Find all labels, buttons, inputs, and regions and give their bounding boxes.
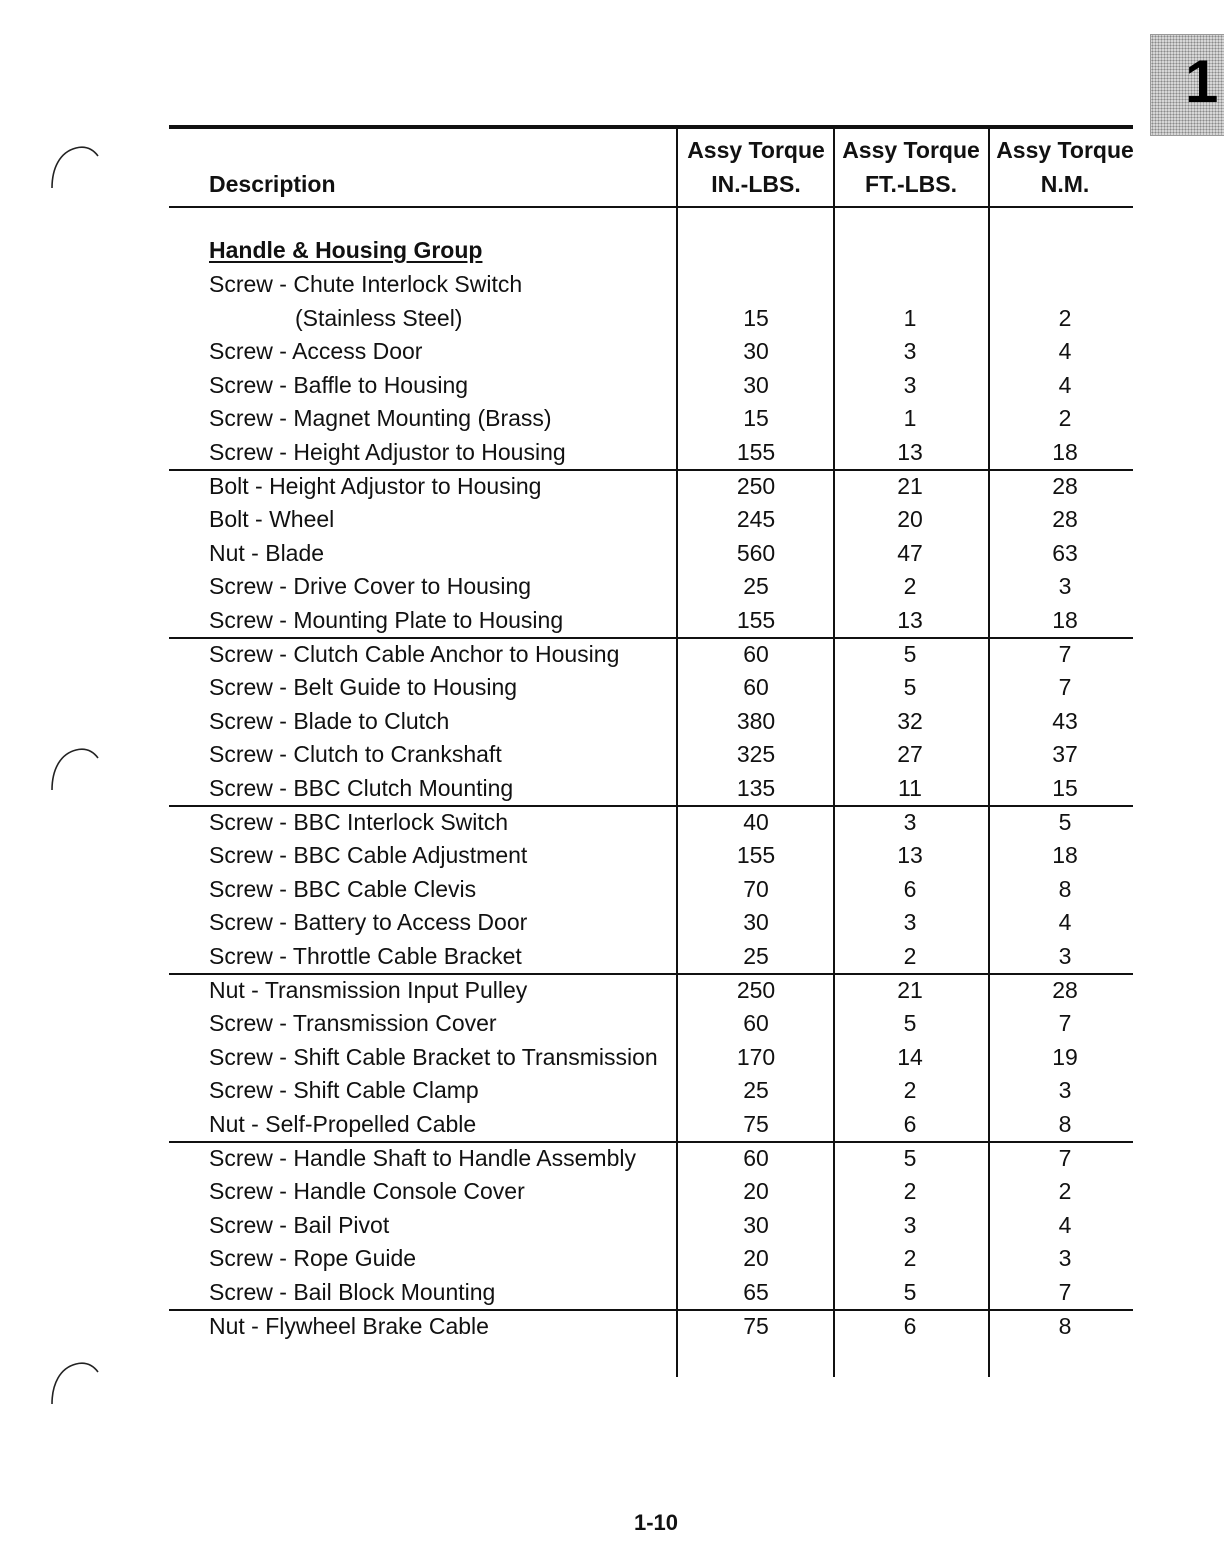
row-in-lbs: 30 [743, 909, 769, 936]
row-ft-lbs: 2 [903, 1178, 917, 1205]
row-description: Screw - Blade to Clutch [209, 707, 450, 734]
row-description: Screw - Throttle Cable Bracket [209, 943, 522, 969]
row-nm: 63 [1052, 539, 1078, 566]
row-nm: 8 [1058, 1312, 1072, 1339]
row-description: Screw - BBC Clutch Mounting [209, 775, 514, 801]
page-number: 1-10 [633, 1510, 679, 1535]
row-nm: 19 [1052, 1043, 1078, 1070]
row-description: Nut - Transmission Input Pulley [209, 976, 528, 1003]
table-row [169, 502, 1133, 536]
row-ft-lbs: 6 [903, 875, 917, 902]
row-in-lbs: 30 [743, 371, 769, 398]
row-nm: 3 [1058, 943, 1072, 969]
row-nm: 43 [1052, 707, 1078, 734]
row-in-lbs: 25 [743, 573, 769, 600]
row-in-lbs: 170 [736, 1043, 776, 1070]
row-description: Screw - Clutch Cable Anchor to Housing [209, 640, 620, 667]
row-description: Screw - BBC Cable Adjustment [209, 842, 528, 869]
row-in-lbs: 155 [736, 439, 776, 465]
row-in-lbs: 60 [743, 1010, 769, 1037]
row-ft-lbs: 27 [897, 741, 923, 768]
row-nm: 28 [1052, 506, 1078, 533]
table-row [169, 805, 1133, 839]
row-ft-lbs: 5 [903, 674, 917, 701]
row-ft-lbs: 5 [903, 640, 917, 667]
row-ft-lbs: 2 [903, 1077, 917, 1104]
row-ft-lbs: 13 [897, 842, 923, 869]
table-row [169, 536, 1133, 570]
header-ft-lbs-line1: Assy Torque [842, 137, 980, 163]
row-nm: 28 [1052, 472, 1078, 499]
header-nm [990, 133, 1140, 201]
row-description: Screw - Height Adjustor to Housing [209, 439, 566, 465]
row-nm: 3 [1058, 1077, 1072, 1104]
row-nm: 3 [1058, 1245, 1072, 1272]
table-row [169, 1208, 1133, 1242]
row-ft-lbs: 6 [903, 1111, 917, 1137]
row-in-lbs: 20 [743, 1178, 769, 1205]
row-nm: 2 [1058, 304, 1072, 331]
section-title: Handle & Housing Group [209, 237, 483, 263]
row-ft-lbs: 32 [897, 707, 923, 734]
row-ft-lbs: 14 [897, 1043, 923, 1070]
row-description: Screw - Magnet Mounting (Brass) [209, 405, 552, 432]
row-description: Screw - Battery to Access Door [209, 909, 528, 936]
header-ft-lbs-line2: FT.-LBS. [865, 171, 957, 197]
row-nm: 8 [1058, 1111, 1072, 1137]
row-ft-lbs: 5 [903, 1010, 917, 1037]
row-nm: 7 [1058, 1279, 1072, 1305]
row-ft-lbs: 21 [897, 976, 923, 1003]
row-nm: 5 [1058, 808, 1072, 835]
row-in-lbs: 30 [743, 1211, 769, 1238]
row-nm: 7 [1058, 1010, 1072, 1037]
row-ft-lbs: 13 [897, 439, 923, 465]
row-ft-lbs: 5 [903, 1144, 917, 1171]
row-description: Screw - Mounting Plate to Housing [209, 607, 564, 633]
row-nm: 7 [1058, 640, 1072, 667]
row-in-lbs: 75 [743, 1312, 769, 1339]
row-description: Screw - Bail Block Mounting [209, 1279, 496, 1305]
row-description: Screw - Shift Cable Clamp [209, 1077, 479, 1104]
binder-hole-icon [46, 1356, 102, 1412]
header-description: Description [209, 171, 336, 197]
row-in-lbs: 155 [736, 842, 776, 869]
row-in-lbs: 250 [736, 472, 776, 499]
table-row [169, 435, 1133, 469]
row-in-lbs: 135 [736, 775, 776, 801]
row-ft-lbs: 1 [903, 405, 917, 432]
row-ft-lbs: 2 [903, 1245, 917, 1272]
table-row [169, 838, 1133, 872]
row-description: Screw - Drive Cover to Housing [209, 573, 532, 600]
row-in-lbs: 60 [743, 640, 769, 667]
table-row [169, 401, 1133, 435]
row-nm: 18 [1052, 439, 1078, 465]
table-row [169, 670, 1133, 704]
row-in-lbs: 60 [743, 674, 769, 701]
header-nm-line2: N.M. [1040, 171, 1090, 197]
header-in-lbs [681, 133, 831, 201]
row-ft-lbs: 21 [897, 472, 923, 499]
row-description: Screw - Belt Guide to Housing [209, 674, 518, 701]
header-in-lbs-line2: IN.-LBS. [711, 171, 801, 197]
row-nm: 4 [1058, 371, 1072, 398]
table-row [169, 569, 1133, 603]
row-in-lbs: 380 [736, 707, 776, 734]
row-in-lbs: 30 [743, 338, 769, 365]
row-ft-lbs: 3 [903, 909, 917, 936]
row-description: Screw - Transmission Cover [209, 1010, 497, 1037]
row-in-lbs: 70 [743, 875, 769, 902]
row-ft-lbs: 20 [897, 506, 923, 533]
table-row [169, 1309, 1133, 1343]
table-row [169, 704, 1133, 738]
row-description: (Stainless Steel) [295, 304, 463, 331]
table-row [169, 973, 1133, 1007]
row-in-lbs: 325 [736, 741, 776, 768]
row-ft-lbs: 3 [903, 371, 917, 398]
table-row [169, 905, 1133, 939]
table-row [169, 267, 1133, 301]
row-in-lbs: 60 [743, 1144, 769, 1171]
row-description: Screw - Handle Console Cover [209, 1178, 525, 1205]
row-description: Screw - Handle Shaft to Handle Assembly [209, 1144, 636, 1171]
row-ft-lbs: 1 [903, 304, 917, 331]
torque-table [169, 125, 1133, 1377]
table-row [169, 1241, 1133, 1275]
row-ft-lbs: 3 [903, 1211, 917, 1238]
row-in-lbs: 15 [743, 304, 769, 331]
row-nm: 4 [1058, 909, 1072, 936]
row-description: Bolt - Wheel [209, 506, 335, 533]
row-ft-lbs: 47 [897, 539, 923, 566]
row-nm: 18 [1052, 607, 1078, 633]
table-row [169, 1073, 1133, 1107]
row-description: Nut - Self-Propelled Cable [209, 1111, 477, 1137]
row-nm: 4 [1058, 338, 1072, 365]
row-ft-lbs: 13 [897, 607, 923, 633]
row-description: Nut - Flywheel Brake Cable [209, 1312, 489, 1339]
row-in-lbs: 20 [743, 1245, 769, 1272]
row-description: Screw - Rope Guide [209, 1245, 417, 1272]
row-nm: 2 [1058, 405, 1072, 432]
row-ft-lbs: 2 [903, 573, 917, 600]
binder-hole-icon [46, 140, 102, 196]
row-description: Screw - Access Door [209, 338, 423, 365]
row-description: Screw - Clutch to Crankshaft [209, 741, 502, 768]
table-row [169, 1006, 1133, 1040]
row-in-lbs: 250 [736, 976, 776, 1003]
binder-hole-icon [46, 742, 102, 798]
row-nm: 15 [1052, 775, 1078, 801]
row-description: Screw - Chute Interlock Switch [209, 271, 523, 297]
row-in-lbs: 245 [736, 506, 776, 533]
row-description: Screw - Bail Pivot [209, 1211, 390, 1238]
row-in-lbs: 40 [743, 808, 769, 835]
chapter-tab-number: 1 [1185, 48, 1219, 115]
row-nm: 28 [1052, 976, 1078, 1003]
row-ft-lbs: 2 [903, 943, 917, 969]
table-row [169, 603, 1133, 637]
row-nm: 18 [1052, 842, 1078, 869]
row-nm: 3 [1058, 573, 1072, 600]
row-nm: 4 [1058, 1211, 1072, 1238]
row-in-lbs: 75 [743, 1111, 769, 1137]
table-row [169, 637, 1133, 671]
row-in-lbs: 560 [736, 539, 776, 566]
row-nm: 37 [1052, 741, 1078, 768]
row-ft-lbs: 3 [903, 338, 917, 365]
table-row [169, 737, 1133, 771]
row-ft-lbs: 6 [903, 1312, 917, 1339]
table-row [169, 872, 1133, 906]
row-ft-lbs: 11 [898, 775, 922, 801]
header-nm-line1: Assy Torque [996, 137, 1134, 163]
table-row [169, 1275, 1133, 1309]
row-ft-lbs: 5 [903, 1279, 917, 1305]
table-row [169, 469, 1133, 503]
table-row [169, 939, 1133, 973]
header-in-lbs-line1: Assy Torque [687, 137, 825, 163]
row-in-lbs: 25 [743, 1077, 769, 1104]
row-nm: 2 [1058, 1178, 1072, 1205]
row-description: Screw - BBC Interlock Switch [209, 808, 509, 835]
row-description: Screw - BBC Cable Clevis [209, 875, 477, 902]
row-ft-lbs: 3 [903, 808, 917, 835]
table-row [169, 1141, 1133, 1175]
table-row [169, 301, 1133, 335]
table-row [169, 771, 1133, 805]
row-description: Nut - Blade [209, 539, 325, 566]
row-in-lbs: 155 [736, 607, 776, 633]
table-row [169, 1040, 1133, 1074]
table-row [169, 334, 1133, 368]
header-ft-lbs [835, 133, 987, 201]
row-in-lbs: 15 [743, 405, 769, 432]
table-row [169, 368, 1133, 402]
table-row [169, 1107, 1133, 1141]
row-nm: 8 [1058, 875, 1072, 902]
row-description: Screw - Baffle to Housing [209, 371, 469, 398]
table-row [169, 1174, 1133, 1208]
row-description: Screw - Shift Cable Bracket to Transmission [209, 1043, 658, 1070]
row-in-lbs: 25 [743, 943, 769, 969]
row-description: Bolt - Height Adjustor to Housing [209, 472, 542, 499]
row-nm: 7 [1058, 1144, 1072, 1171]
row-in-lbs: 65 [743, 1279, 769, 1305]
row-nm: 7 [1058, 674, 1072, 701]
